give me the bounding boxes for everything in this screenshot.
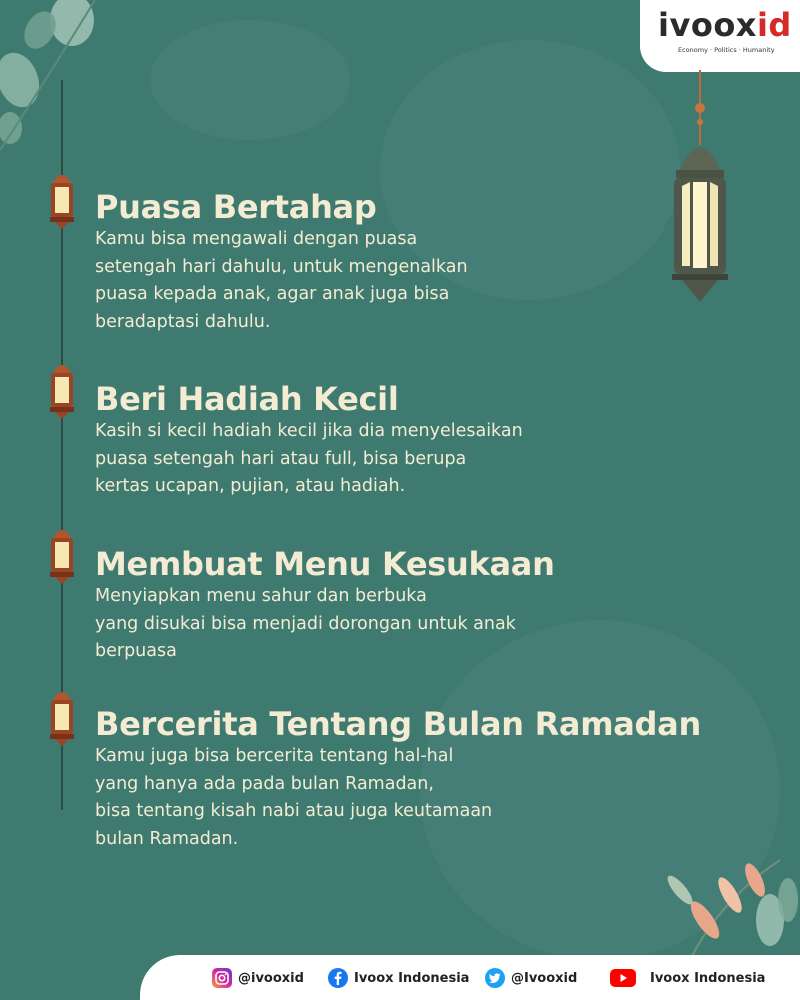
tip-body: Kamu bisa mengawali dengan puasa setengah hari dahulu, untuk mengenalkan puasa kepada anak, agar anak juga bisa beradaptasi dahulu. — [95, 229, 468, 332]
tip-body: Menyiapkan menu sahur dan berbuka yang disukai bisa menjadi dorongan untuk anak berpuasa — [95, 586, 516, 661]
background-shape — [150, 20, 350, 140]
tip-item — [95, 545, 735, 666]
brand-logo: ivooxid — [658, 6, 792, 44]
leaf-decoration-top-left — [0, 0, 110, 160]
instagram-handle: @ivooxid — [238, 970, 304, 986]
facebook-icon — [328, 968, 348, 988]
leaf-decoration-bottom-right — [660, 850, 800, 960]
twitter-icon — [485, 968, 505, 988]
lantern-icon — [47, 682, 77, 746]
brand-logo-box — [640, 0, 800, 72]
tip-item — [95, 705, 735, 853]
instagram-icon — [212, 968, 232, 988]
twitter-handle: @Ivooxid — [511, 970, 578, 986]
tip-item — [95, 380, 735, 501]
youtube-handle: Ivoox Indonesia — [650, 970, 766, 986]
tip-title: Beri Hadiah Kecil — [95, 380, 399, 418]
tip-title: Puasa Bertahap — [95, 188, 377, 226]
social-footer — [140, 955, 800, 1000]
social-facebook[interactable] — [328, 967, 469, 989]
brand-tagline: Economy · Politics · Humanity — [678, 46, 775, 54]
tip-body: Kamu juga bisa bercerita tentang hal-hal yang hanya ada pada bulan Ramadan, bisa tentang kisah nabi atau juga keutamaan bulan Ramadan. — [95, 746, 493, 849]
social-youtube[interactable] — [610, 967, 765, 989]
lantern-icon — [47, 165, 77, 229]
facebook-handle: Ivoox Indonesia — [354, 970, 470, 986]
social-instagram[interactable] — [212, 967, 304, 989]
lantern-icon — [47, 355, 77, 419]
youtube-icon — [610, 969, 636, 987]
tip-item — [95, 188, 735, 336]
tip-title: Membuat Menu Kesukaan — [95, 545, 555, 583]
tip-body: Kasih si kecil hadiah kecil jika dia menyelesaikan puasa setengah hari atau full, bisa berupa kertas ucapan, pujian, atau hadiah. — [95, 421, 523, 496]
social-twitter[interactable] — [485, 967, 577, 989]
tip-title: Bercerita Tentang Bulan Ramadan — [95, 705, 701, 743]
lantern-icon — [47, 520, 77, 584]
